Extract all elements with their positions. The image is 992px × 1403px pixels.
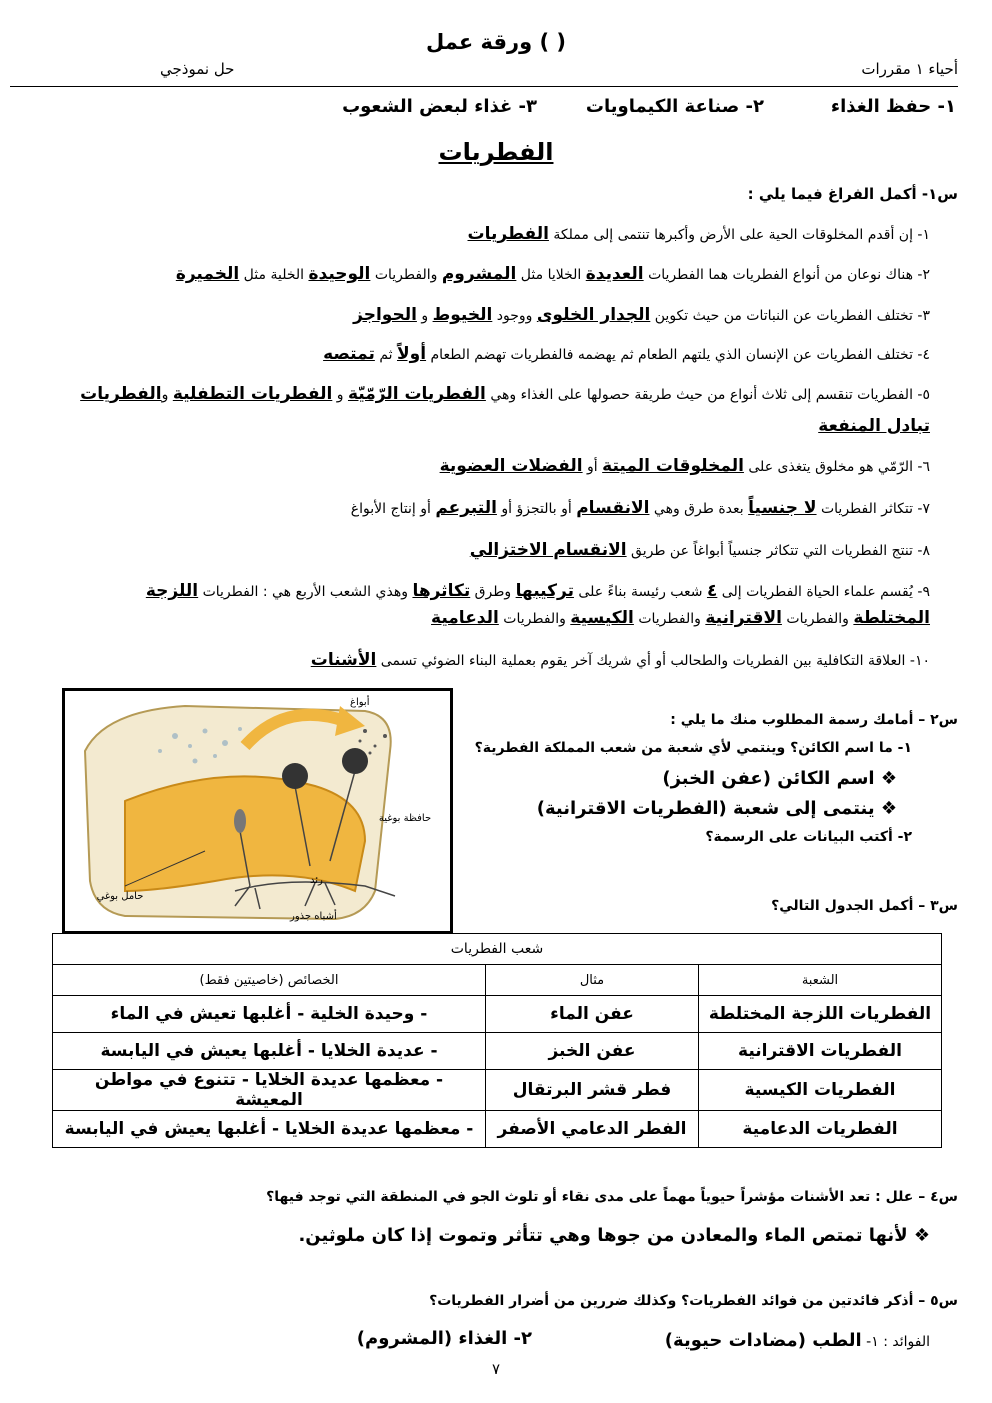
bread-crust (125, 776, 365, 891)
q1-line-9-cont: المختلطة والفطريات الاقترانية والفطريات الكيسية والفطريات الدعامية (431, 608, 930, 628)
topic-3: ٣- غذاء لبعض الشعوب (342, 96, 537, 117)
header-phylum: الشعبة (699, 965, 942, 996)
q4-heading: س٤ – علل : تعد الأشنات مؤشراً حيوياً مهماً على مدى نقاء أو تلوث الجو في المنطقة التي توجد فيها؟ (266, 1189, 958, 1205)
table-row: الفطريات اللزجة المختلطة عفن الماء - وحيدة الخلية - أغلبها تعيش في الماء (53, 996, 942, 1033)
table-row: الفطريات الدعامية الفطر الدعامي الأصفر - معظمها عديدة الخلايا - أغلبها يعيش في اليابسة (53, 1111, 942, 1148)
q1-line-9: ٩- يُقسم علماء الحياة الفطريات إلى ٤ شعب رئيسة بناءً على تركيبها وطرق تكاثرها وهذي الشعب الأربع هي : الفطريات اللزجة (145, 581, 930, 601)
label-sporangium: حافظة بوغية (378, 813, 432, 824)
table-caption: شعب الفطريات (53, 934, 942, 965)
q5-benefits (665, 1330, 930, 1351)
q2-answer-2: ❖ ينتمى إلى شعبة (الفطريات الاقترانية) (536, 798, 897, 819)
table-row: الفطريات الاقترانية عفن الخبز - عديدة الخلايا - أغلبها يعيش في اليابسة (53, 1033, 942, 1070)
subject-label: أحياء ١ مقررات (861, 60, 958, 78)
header-example: مثال (486, 965, 699, 996)
q3-heading: س٣ – أكمل الجدول التالي؟ (771, 898, 958, 914)
topic-2: ٢- صناعة الكيماويات (585, 96, 764, 117)
solution-label: حل نموذجي (160, 60, 235, 78)
fungi-phyla-table (52, 933, 942, 1148)
sporangium-2 (342, 748, 368, 774)
page-title: الفطريات (438, 138, 554, 166)
sporangium-1 (282, 763, 308, 789)
q2-answer-1: ❖ اسم الكائن (عفن الخبز) (662, 768, 897, 789)
q1-line-5-cont: تبادل المنفعة (818, 416, 930, 436)
q1-line-4: ٤- تختلف الفطريات عن الإنسان الذي يلتهم الطعام ثم يهضمه فالفطريات تهضم الطعام أولاً ثم تمتصه (323, 344, 930, 364)
q5-heading: س٥ – أذكر فائدتين من فوائد الفطريات؟ وكذلك ضررين من أضرار الفطريات؟ (429, 1293, 958, 1309)
header-divider (10, 86, 958, 87)
label-rhizoids: أشباه جذور (290, 911, 337, 922)
worksheet-title: ورقة عمل ( ) (426, 30, 566, 54)
q1-line-1: ١- إن أقدم المخلوقات الحية على الأرض وأكبرها تنتمى إلى مملكة الفطريات (467, 224, 930, 244)
q1-line-5: ٥- الفطريات تنقسم إلى ثلاث أنواع من حيث طريقة حصولها على الغذاء وهي الفطريات الرّمّيّة و الفطريات التطفلية والفطريات (80, 384, 930, 404)
benefit-1: الطب (مضادات حيوية) (664, 1330, 862, 1351)
topic-1: ١- حفظ الغذاء (830, 96, 956, 117)
label-spores: أبواغ (350, 697, 370, 708)
q1-line-6: ٦- الرّمّي هو مخلوق يتغذى على المخلوقات الميتة أو الفضلات العضوية (439, 456, 930, 476)
q4-answer: ❖ لأنها تمتص الماء والمعادن من جوها وهي تتأثر وتموت إذا كان ملوثين. (298, 1225, 930, 1246)
label-stolon: رئد (310, 875, 323, 886)
bread-mold-illustration (65, 691, 450, 931)
q1-line-2: ٢- هناك نوعان من أنواع الفطريات هما الفطريات العديدة الخلايا مثل المشروم والفطريات الوحيدة الخلية مثل الخميرة (175, 264, 930, 284)
q2-heading: س٢ – أمامك رسمة المطلوب منك ما يلي : (670, 712, 958, 728)
q1-line-10: ١٠- العلاقة التكافلية بين الفطريات والطحالب أو أي شريك آخر يقوم بعملية البناء الضوئي تسمى الأشنات (310, 650, 930, 670)
header-characteristics: الخصائص (خاصيتين فقط) (53, 965, 486, 996)
table-row: الفطريات الكيسية فطر قشر البرتقال - معظمها عديدة الخلايا - تتنوع في مواطن المعيشة (53, 1070, 942, 1111)
benefit-2: ٢- الغذاء (المشروم) (356, 1328, 532, 1349)
bread-mold-figure (62, 688, 453, 934)
sporangium-young (234, 809, 246, 833)
page-number: ٧ (491, 1360, 501, 1378)
q1-heading: س١- أكمل الفراغ فيما يلي : (747, 185, 958, 203)
q2-sub-1: ١- ما اسم الكائن؟ وينتمي لأي شعبة من شعب المملكة الفطرية؟ (474, 740, 912, 756)
benefits-label: الفوائد : ١- (866, 1334, 930, 1350)
q1-line-8: ٨- تنتج الفطريات التي تتكاثر جنسياً أبواغاً عن طريق الانقسام الاختزالي (469, 540, 930, 560)
q2-sub-2: ٢- أكتب البيانات على الرسمة؟ (705, 829, 912, 845)
q1-line-3: ٣- تختلف الفطريات عن النباتات من حيث تكوين الجدار الخلوى ووجود الخيوط و الحواجز (353, 305, 930, 325)
label-sporangiophore: حامل بوغي (96, 891, 144, 902)
q1-line-7: ٧- تتكاثر الفطريات لا جنسياً بعدة طرق وهي الانقسام أو بالتجزؤ أو التبرعم أو إنتاج الأبواغ (350, 498, 930, 518)
